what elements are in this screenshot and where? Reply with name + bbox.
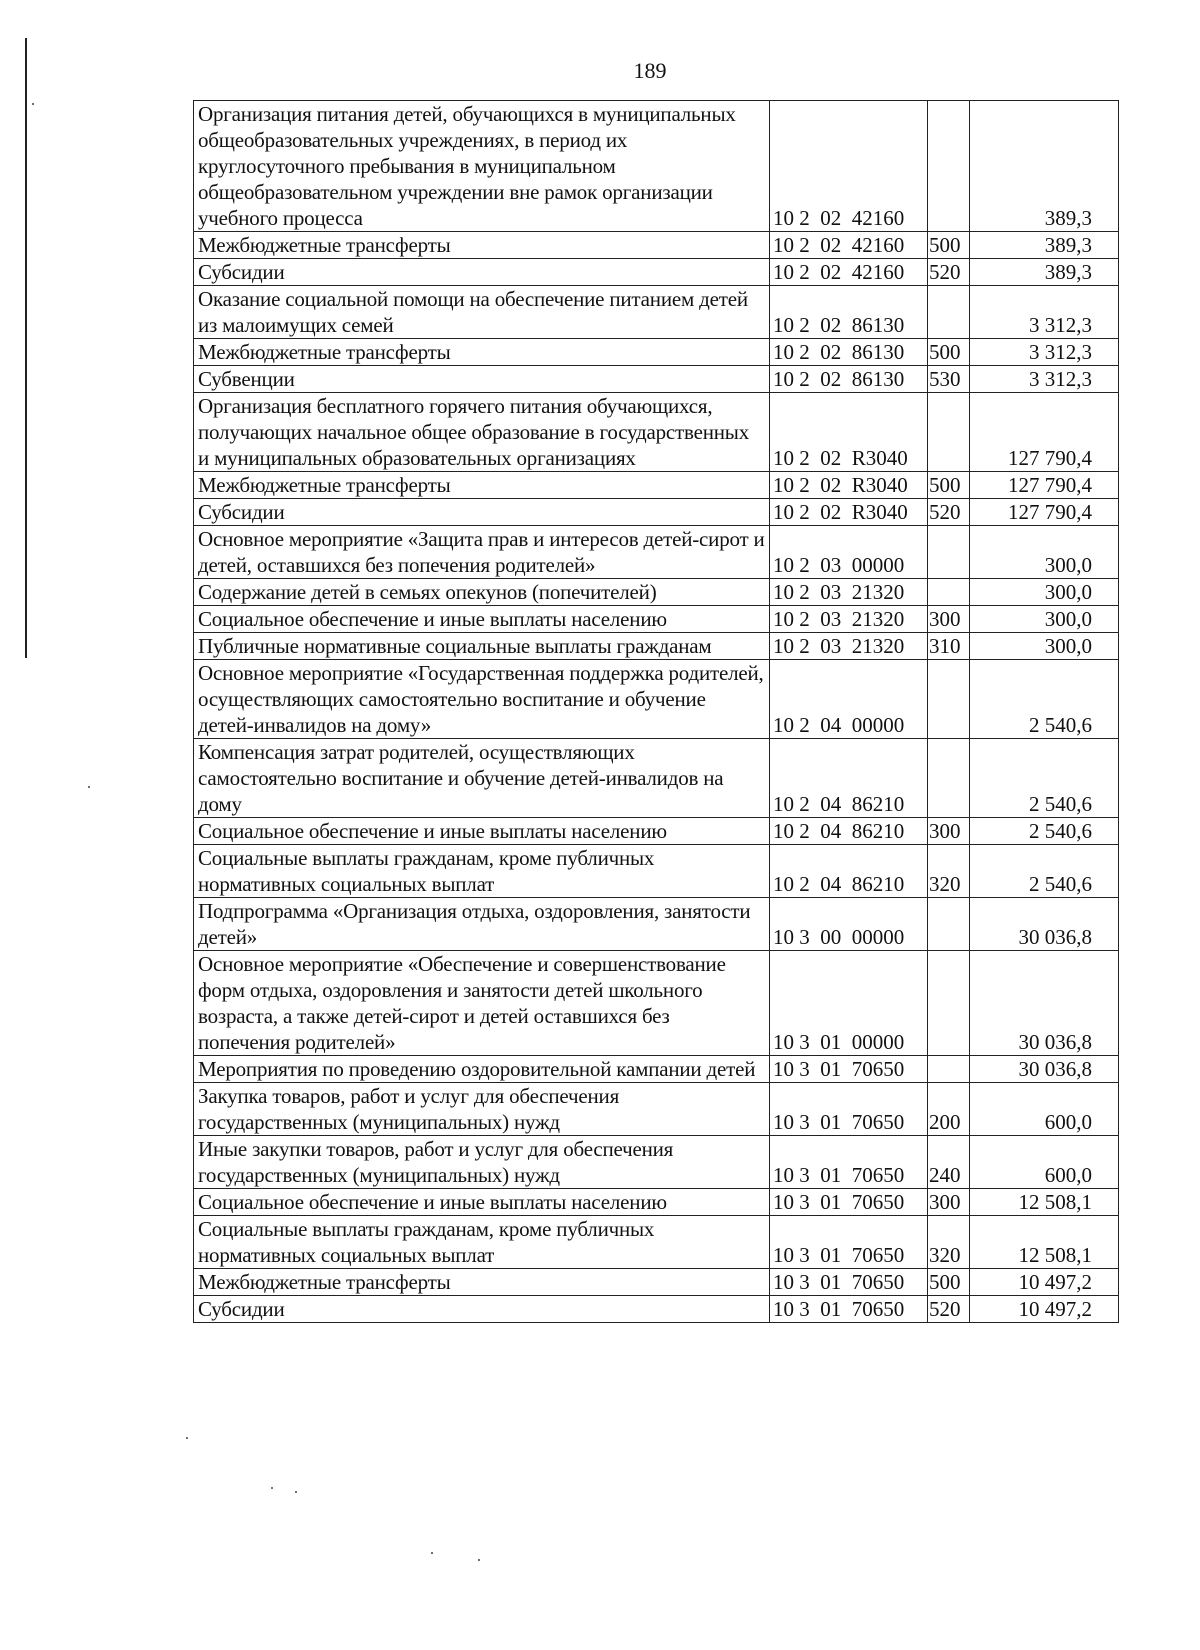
row-name: Субсидии [194, 259, 770, 286]
row-expense-type: 500 [928, 339, 970, 366]
row-expense-type: 500 [928, 232, 970, 259]
row-name: Социальное обеспечение и иные выплаты населению [194, 818, 770, 845]
table-row [194, 1083, 1119, 1136]
row-amount: 3 312,3 [970, 366, 1119, 393]
scan-speck [478, 1559, 480, 1561]
row-amount: 2 540,6 [970, 660, 1119, 739]
row-amount: 10 497,2 [970, 1296, 1119, 1323]
budget-table [193, 100, 1119, 1323]
row-code: 10 3 01 00000 [770, 951, 928, 1056]
row-amount: 389,3 [970, 232, 1119, 259]
table-row [194, 499, 1119, 526]
table-row [194, 393, 1119, 472]
row-name: Мероприятия по проведению оздоровительной кампании детей [194, 1056, 770, 1083]
row-amount: 30 036,8 [970, 898, 1119, 951]
row-expense-type: 500 [928, 472, 970, 499]
row-expense-type: 530 [928, 366, 970, 393]
row-amount: 600,0 [970, 1136, 1119, 1189]
row-name: Субсидии [194, 1296, 770, 1323]
table-row [194, 526, 1119, 579]
row-expense-type [928, 393, 970, 472]
row-expense-type: 320 [928, 845, 970, 898]
row-expense-type [928, 101, 970, 232]
row-amount: 2 540,6 [970, 739, 1119, 818]
row-name: Закупка товаров, работ и услуг для обеспечения государственных (муниципальных) нужд [194, 1083, 770, 1136]
row-code: 10 2 04 86210 [770, 845, 928, 898]
table-row [194, 1216, 1119, 1269]
table-row [194, 1189, 1119, 1216]
row-name: Подпрограмма «Организация отдыха, оздоровления, занятости детей» [194, 898, 770, 951]
row-amount: 127 790,4 [970, 499, 1119, 526]
table-row [194, 579, 1119, 606]
row-amount: 2 540,6 [970, 818, 1119, 845]
table-row [194, 633, 1119, 660]
row-name: Организация бесплатного горячего питания обучающихся, получающих начальное общее образование в государственных и муниципальных образовательных организациях [194, 393, 770, 472]
row-code: 10 2 03 21320 [770, 606, 928, 633]
table-row [194, 232, 1119, 259]
row-amount: 300,0 [970, 633, 1119, 660]
row-code: 10 2 02 R3040 [770, 472, 928, 499]
row-name: Иные закупки товаров, работ и услуг для обеспечения государственных (муниципальных) нужд [194, 1136, 770, 1189]
row-code: 10 3 01 70650 [770, 1269, 928, 1296]
row-code: 10 2 02 42160 [770, 232, 928, 259]
page-number: 189 [633, 58, 667, 83]
table-row [194, 339, 1119, 366]
row-expense-type: 200 [928, 1083, 970, 1136]
row-amount: 300,0 [970, 606, 1119, 633]
row-expense-type: 520 [928, 1296, 970, 1323]
table-row [194, 366, 1119, 393]
row-expense-type [928, 526, 970, 579]
table-row [194, 606, 1119, 633]
table-row [194, 101, 1119, 232]
row-name: Межбюджетные трансферты [194, 472, 770, 499]
row-amount: 300,0 [970, 526, 1119, 579]
row-code: 10 2 02 R3040 [770, 393, 928, 472]
row-amount: 389,3 [970, 101, 1119, 232]
row-amount: 300,0 [970, 579, 1119, 606]
row-code: 10 3 01 70650 [770, 1296, 928, 1323]
row-name: Социальные выплаты гражданам, кроме публичных нормативных социальных выплат [194, 845, 770, 898]
table-row [194, 951, 1119, 1056]
table-row [194, 660, 1119, 739]
row-name: Межбюджетные трансферты [194, 232, 770, 259]
row-expense-type [928, 951, 970, 1056]
row-amount: 600,0 [970, 1083, 1119, 1136]
row-amount: 10 497,2 [970, 1269, 1119, 1296]
table-row [194, 845, 1119, 898]
row-name: Межбюджетные трансферты [194, 1269, 770, 1296]
table-row [194, 818, 1119, 845]
row-amount: 389,3 [970, 259, 1119, 286]
row-expense-type [928, 579, 970, 606]
row-code: 10 3 01 70650 [770, 1189, 928, 1216]
row-expense-type: 310 [928, 633, 970, 660]
row-amount: 127 790,4 [970, 472, 1119, 499]
row-expense-type: 520 [928, 499, 970, 526]
row-name: Основное мероприятие «Обеспечение и совершенствование форм отдыха, оздоровления и занятости детей школьного возраста, а также детей-сирот и детей оставшихся без попечения родителей» [194, 951, 770, 1056]
row-code: 10 2 04 86210 [770, 818, 928, 845]
scan-speck [88, 786, 90, 788]
table-row [194, 739, 1119, 818]
margin-line [25, 38, 27, 658]
row-name: Организация питания детей, обучающихся в муниципальных общеобразовательных учреждениях, в период их круглосуточного пребывания в муниципальном общеобразовательном учреждении вне рамок организации учебного процесса [194, 101, 770, 232]
row-name: Основное мероприятие «Государственная поддержка родителей, осуществляющих самостоятельно воспитание и обучение детей-инвалидов на дому» [194, 660, 770, 739]
table-row [194, 472, 1119, 499]
row-amount: 127 790,4 [970, 393, 1119, 472]
row-name: Социальное обеспечение и иные выплаты населению [194, 1189, 770, 1216]
row-expense-type: 240 [928, 1136, 970, 1189]
row-amount: 2 540,6 [970, 845, 1119, 898]
table-row [194, 1056, 1119, 1083]
row-expense-type: 500 [928, 1269, 970, 1296]
table-row [194, 286, 1119, 339]
scan-speck [186, 1437, 188, 1439]
table-body [194, 101, 1119, 1323]
row-expense-type: 300 [928, 818, 970, 845]
row-code: 10 2 02 86130 [770, 286, 928, 339]
row-amount: 30 036,8 [970, 1056, 1119, 1083]
row-code: 10 2 03 21320 [770, 633, 928, 660]
table-row [194, 898, 1119, 951]
row-code: 10 2 02 42160 [770, 101, 928, 232]
row-code: 10 2 02 42160 [770, 259, 928, 286]
row-amount: 3 312,3 [970, 339, 1119, 366]
row-name: Содержание детей в семьях опекунов (попечителей) [194, 579, 770, 606]
row-expense-type: 320 [928, 1216, 970, 1269]
row-name: Основное мероприятие «Защита прав и интересов детей-сирот и детей, оставшихся без попечения родителей» [194, 526, 770, 579]
scan-speck [32, 103, 34, 105]
row-expense-type [928, 739, 970, 818]
row-amount: 30 036,8 [970, 951, 1119, 1056]
row-code: 10 2 04 00000 [770, 660, 928, 739]
row-amount: 3 312,3 [970, 286, 1119, 339]
table-row [194, 1269, 1119, 1296]
row-name: Социальное обеспечение и иные выплаты населению [194, 606, 770, 633]
row-name: Субсидии [194, 499, 770, 526]
row-expense-type: 300 [928, 606, 970, 633]
row-amount: 12 508,1 [970, 1189, 1119, 1216]
row-code: 10 3 01 70650 [770, 1216, 928, 1269]
scan-speck [295, 1491, 297, 1493]
row-name: Социальные выплаты гражданам, кроме публичных нормативных социальных выплат [194, 1216, 770, 1269]
row-code: 10 3 01 70650 [770, 1083, 928, 1136]
table-row [194, 1136, 1119, 1189]
row-name: Межбюджетные трансферты [194, 339, 770, 366]
row-expense-type [928, 1056, 970, 1083]
row-name: Публичные нормативные социальные выплаты гражданам [194, 633, 770, 660]
row-code: 10 2 02 86130 [770, 366, 928, 393]
row-code: 10 2 02 R3040 [770, 499, 928, 526]
row-name: Субвенции [194, 366, 770, 393]
scan-speck [431, 1552, 433, 1554]
table-row [194, 1296, 1119, 1323]
row-name: Оказание социальной помощи на обеспечение питанием детей из малоимущих семей [194, 286, 770, 339]
row-code: 10 2 02 86130 [770, 339, 928, 366]
row-expense-type: 300 [928, 1189, 970, 1216]
table-row [194, 259, 1119, 286]
row-amount: 12 508,1 [970, 1216, 1119, 1269]
row-expense-type [928, 898, 970, 951]
row-code: 10 2 03 00000 [770, 526, 928, 579]
row-name: Компенсация затрат родителей, осуществляющих самостоятельно воспитание и обучение детей-инвалидов на дому [194, 739, 770, 818]
row-code: 10 2 04 86210 [770, 739, 928, 818]
row-code: 10 3 01 70650 [770, 1136, 928, 1189]
row-code: 10 3 00 00000 [770, 898, 928, 951]
row-expense-type: 520 [928, 259, 970, 286]
row-expense-type [928, 660, 970, 739]
scan-speck [271, 1487, 273, 1489]
row-code: 10 3 01 70650 [770, 1056, 928, 1083]
row-code: 10 2 03 21320 [770, 579, 928, 606]
row-expense-type [928, 286, 970, 339]
